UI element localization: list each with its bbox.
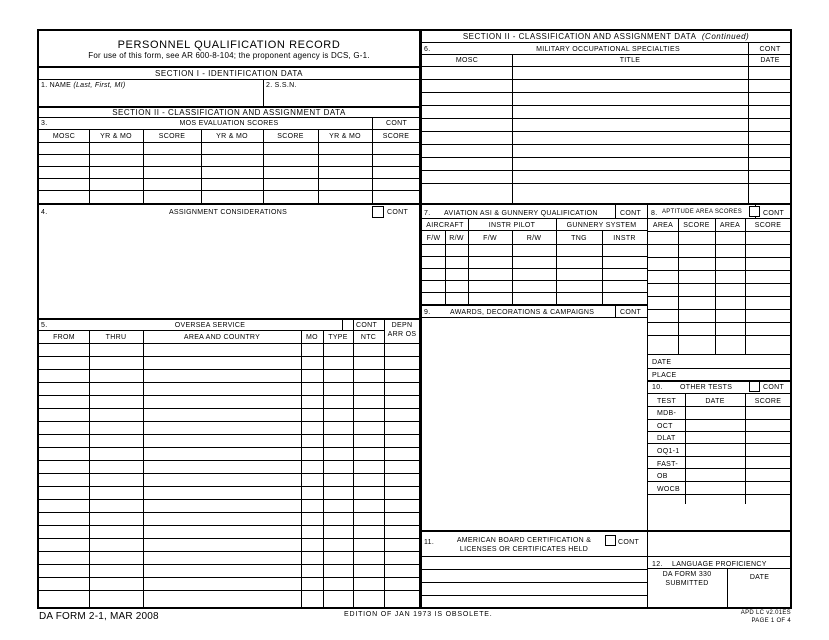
aptitude-col-score-2: SCORE: [754, 222, 782, 229]
mos-eval-cont-label: CONT: [386, 120, 408, 127]
assignment-num: 4.: [41, 209, 48, 216]
aptitude-col-score-1: SCORE: [683, 222, 710, 229]
aviation-cont-label: CONT: [620, 210, 642, 217]
other-tests-num: 10.: [652, 384, 663, 391]
page-number: PAGE 1 OF 4: [751, 618, 791, 624]
aptitude-cont-label: CONT: [763, 210, 785, 217]
aviation-title: AVIATION ASI & GUNNERY QUALIFICATION: [444, 210, 598, 217]
mos-eval-col-yrmo-2: YR & MO: [216, 133, 248, 140]
mos-eval-num: 3.: [41, 120, 48, 127]
mos-specialties-cont-label: CONT: [759, 46, 781, 53]
mos-specialties-num: 6.: [424, 46, 431, 53]
mos-specialties-col-mosc: MOSC: [455, 57, 479, 64]
language-date-label: DATE: [749, 574, 770, 581]
oversea-col-ntc: NTC: [360, 334, 377, 341]
section-1-title: SECTION I - IDENTIFICATION DATA: [155, 69, 303, 78]
mos-eval-col-score-3: SCORE: [382, 133, 410, 140]
version-label: APD LC v2.01ES: [740, 610, 791, 616]
edition-notice: EDITION OF JAN 1973 IS OBSOLETE.: [344, 611, 493, 618]
aviation-col-aircraft-fw: F/W: [426, 235, 441, 242]
mos-specialties-title: MILITARY OCCUPATIONAL SPECIALTIES: [536, 46, 680, 53]
aptitude-place-label: PLACE: [652, 372, 677, 379]
aviation-group-aircraft: AIRCRAFT: [426, 222, 464, 229]
mos-specialties-col-title: TITLE: [619, 57, 641, 64]
form-title: PERSONNEL QUALIFICATION RECORD: [117, 39, 341, 51]
other-test-row: MDB-: [657, 410, 677, 417]
oversea-arros-label: ARR OS: [387, 331, 417, 338]
ssn-field[interactable]: [266, 90, 418, 105]
aviation-col-instr-rw: R/W: [526, 235, 542, 242]
board-cert-num: 11.: [424, 539, 435, 546]
awards-title: AWARDS, DECORATIONS & CAMPAIGNS: [450, 309, 595, 316]
board-cert-line-1: AMERICAN BOARD CERTIFICATION &: [456, 537, 592, 544]
ssn-label: 2. S.S.N.: [266, 82, 297, 89]
language-num: 12.: [652, 561, 663, 568]
mos-eval-col-yrmo-1: YR & MO: [100, 133, 132, 140]
assignment-title: ASSIGNMENT CONSIDERATIONS: [168, 209, 288, 216]
name-label: 1. NAME (Last, First, MI): [41, 82, 126, 89]
oversea-cont-label: CONT: [356, 322, 378, 329]
awards-num: 9.: [424, 309, 431, 316]
assignment-field[interactable]: [40, 220, 418, 316]
aviation-num: 7.: [424, 210, 431, 217]
oversea-num: 5.: [41, 322, 48, 329]
other-tests-col-date: DATE: [705, 398, 725, 405]
mos-eval-col-yrmo-3: YR & MO: [329, 133, 361, 140]
aptitude-col-area-2: AREA: [719, 222, 741, 229]
oversea-col-type: TYPE: [328, 334, 348, 341]
mos-eval-col-score-2: SCORE: [277, 133, 304, 140]
other-test-row: DLAT: [657, 435, 676, 442]
other-tests-cont-checkbox[interactable]: [749, 381, 760, 392]
aviation-col-tng: TNG: [571, 235, 587, 242]
mos-eval-title: MOS EVALUATION SCORES: [179, 120, 279, 127]
oversea-col-area: AREA AND COUNTRY: [183, 334, 261, 341]
assignment-cont-label: CONT: [387, 209, 409, 216]
oversea-col-mo: MO: [306, 334, 318, 341]
other-tests-col-score: SCORE: [754, 398, 782, 405]
aviation-col-instr-fw: F/W: [483, 235, 497, 242]
awards-cont-label: CONT: [620, 309, 642, 316]
awards-field[interactable]: [423, 319, 645, 529]
other-tests-title: OTHER TESTS: [680, 384, 733, 391]
other-test-row: OQ1-1: [657, 448, 680, 455]
board-cert-cont-checkbox[interactable]: [605, 535, 616, 546]
aviation-col-aircraft-rw: R/W: [449, 235, 464, 242]
other-tests-cont-label: CONT: [763, 384, 785, 391]
oversea-depn-label: DEPN: [391, 322, 413, 329]
oversea-title: OVERSEA SERVICE: [174, 322, 246, 329]
oversea-col-thru: THRU: [105, 334, 127, 341]
other-test-row: FAST-: [657, 461, 678, 468]
board-cert-line-2: LICENSES OR CERTIFICATES HELD: [459, 546, 589, 553]
aptitude-title: APTITUDE AREA SCORES: [662, 209, 743, 215]
section-2-title: SECTION II - CLASSIFICATION AND ASSIGNMENT DATA: [112, 108, 346, 117]
aptitude-num: 8.: [651, 210, 658, 217]
other-test-row: OCT: [657, 423, 673, 430]
aptitude-cont-checkbox[interactable]: [749, 206, 760, 217]
language-form-330-line-2: SUBMITTED: [665, 580, 709, 587]
other-tests-col-test: TEST: [656, 398, 677, 405]
other-test-row: WOCB: [657, 486, 680, 493]
aptitude-date-label: DATE: [652, 359, 672, 366]
aviation-group-instr-pilot: INSTR PILOT: [488, 222, 536, 229]
form-id: DA FORM 2-1, MAR 2008: [39, 611, 159, 622]
aviation-col-instr: INSTR: [613, 235, 636, 242]
aptitude-col-area-1: AREA: [652, 222, 674, 229]
mos-specialties-date-label: DATE: [760, 57, 780, 64]
language-form-330-line-1: DA FORM 330: [662, 571, 712, 578]
aviation-group-gunnery: GUNNERY SYSTEM: [566, 222, 637, 229]
aptitude-date-field[interactable]: [680, 356, 790, 368]
assignment-cont-checkbox[interactable]: [372, 206, 384, 218]
oversea-col-from: FROM: [53, 334, 75, 341]
section-2-continued-title: SECTION II - CLASSIFICATION AND ASSIGNMENT DATA (Continued): [462, 32, 750, 41]
form-subtitle: For use of this form, see AR 600-8-104; the proponent agency is DCS, G-1.: [88, 51, 370, 60]
name-field[interactable]: [40, 90, 262, 105]
board-cert-cont-label: CONT: [618, 539, 640, 546]
language-title: LANGUAGE PROFICIENCY: [672, 561, 767, 568]
mos-eval-col-mosc: MOSC: [52, 133, 76, 140]
other-test-row: OB: [657, 473, 668, 480]
mos-eval-col-score-1: SCORE: [158, 133, 186, 140]
